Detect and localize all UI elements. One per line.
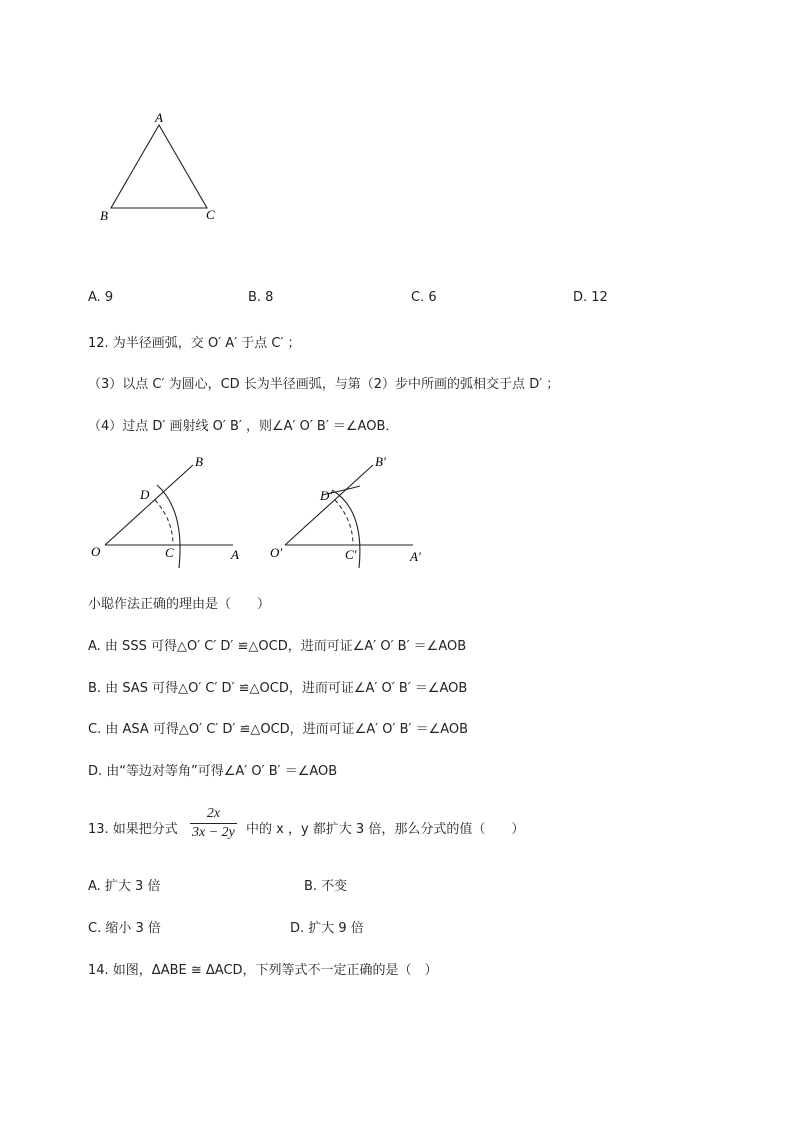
q13-fraction xyxy=(190,806,237,841)
q12-step3: （3）以点 C′ 为圆心，CD 长为半径画弧，与第（2）步中所画的弧相交于点 D′ ； xyxy=(88,377,560,392)
q12-line1: 12. 为半径画弧，交 O′ A′ 于点 C′ ； xyxy=(88,336,301,351)
svg-text:O′: O′ xyxy=(270,545,283,560)
q13-suffix: 中的 x ，y 都扩大 3 倍，那么分式的值（ ） xyxy=(246,822,525,837)
q11-option-c[interactable]: C. 6 xyxy=(411,290,437,305)
svg-text:C′: C′ xyxy=(345,547,357,562)
q12-option-b[interactable]: B. 由 SAS 可得△O′ C′ D′ ≌△OCD，进而可证∠A′ O′ B′ ＝∠AOB xyxy=(88,681,468,696)
svg-text:B: B xyxy=(195,454,203,469)
svg-text:O: O xyxy=(91,544,101,559)
fraction-denominator: 3x − 2y xyxy=(192,825,235,840)
q13-option-d[interactable]: D. 扩大 9 倍 xyxy=(290,921,364,936)
q12-step4: （4）过点 D′ 画射线 O′ B′ ，则∠A′ O′ B′ ＝∠AOB． xyxy=(88,419,399,434)
angle-construction-figure xyxy=(85,450,435,575)
q13-prefix: 13. 如果把分式 xyxy=(88,822,178,837)
svg-text:A: A xyxy=(231,547,239,562)
q12-option-a[interactable]: A. 由 SSS 可得△O′ C′ D′ ≌△OCD，进而可证∠A′ O′ B′ ＝∠AOB xyxy=(88,639,467,654)
q11-option-a[interactable]: A. 9 xyxy=(88,290,114,305)
q13-option-a[interactable]: A. 扩大 3 倍 xyxy=(88,879,161,894)
q13-option-b[interactable]: B. 不变 xyxy=(304,879,348,894)
q11-option-d[interactable]: D. 12 xyxy=(573,290,608,305)
q12-question: 小聪作法正确的理由是（ ） xyxy=(88,597,271,612)
svg-text:C: C xyxy=(165,545,174,560)
label-a: A xyxy=(155,110,163,125)
svg-text:A′: A′ xyxy=(410,549,421,564)
q14-text: 14. 如图，ΔABE ≅ ΔACD，下列等式不一定正确的是（ ） xyxy=(88,963,438,978)
q12-option-d[interactable]: D. 由“等边对等角”可得∠A′ O′ B′ ＝∠AOB xyxy=(88,764,338,779)
label-b: B xyxy=(100,208,108,223)
svg-text:D′: D′ xyxy=(320,488,333,503)
label-c: C xyxy=(206,207,215,222)
q11-option-b[interactable]: B. 8 xyxy=(248,290,274,305)
angle-aob xyxy=(91,454,239,568)
fraction-numerator: 2x xyxy=(206,806,221,821)
triangle-abc xyxy=(111,125,207,208)
svg-text:B′: B′ xyxy=(375,454,386,469)
q12-option-c[interactable]: C. 由 ASA 可得△O′ C′ D′ ≌△OCD，进而可证∠A′ O′ B′ ＝∠AOB xyxy=(88,722,469,737)
q13-option-c[interactable]: C. 缩小 3 倍 xyxy=(88,921,161,936)
triangle-figure xyxy=(90,108,230,228)
angle-a-prime-o-prime-b-prime xyxy=(270,454,421,568)
svg-text:D: D xyxy=(140,487,150,502)
